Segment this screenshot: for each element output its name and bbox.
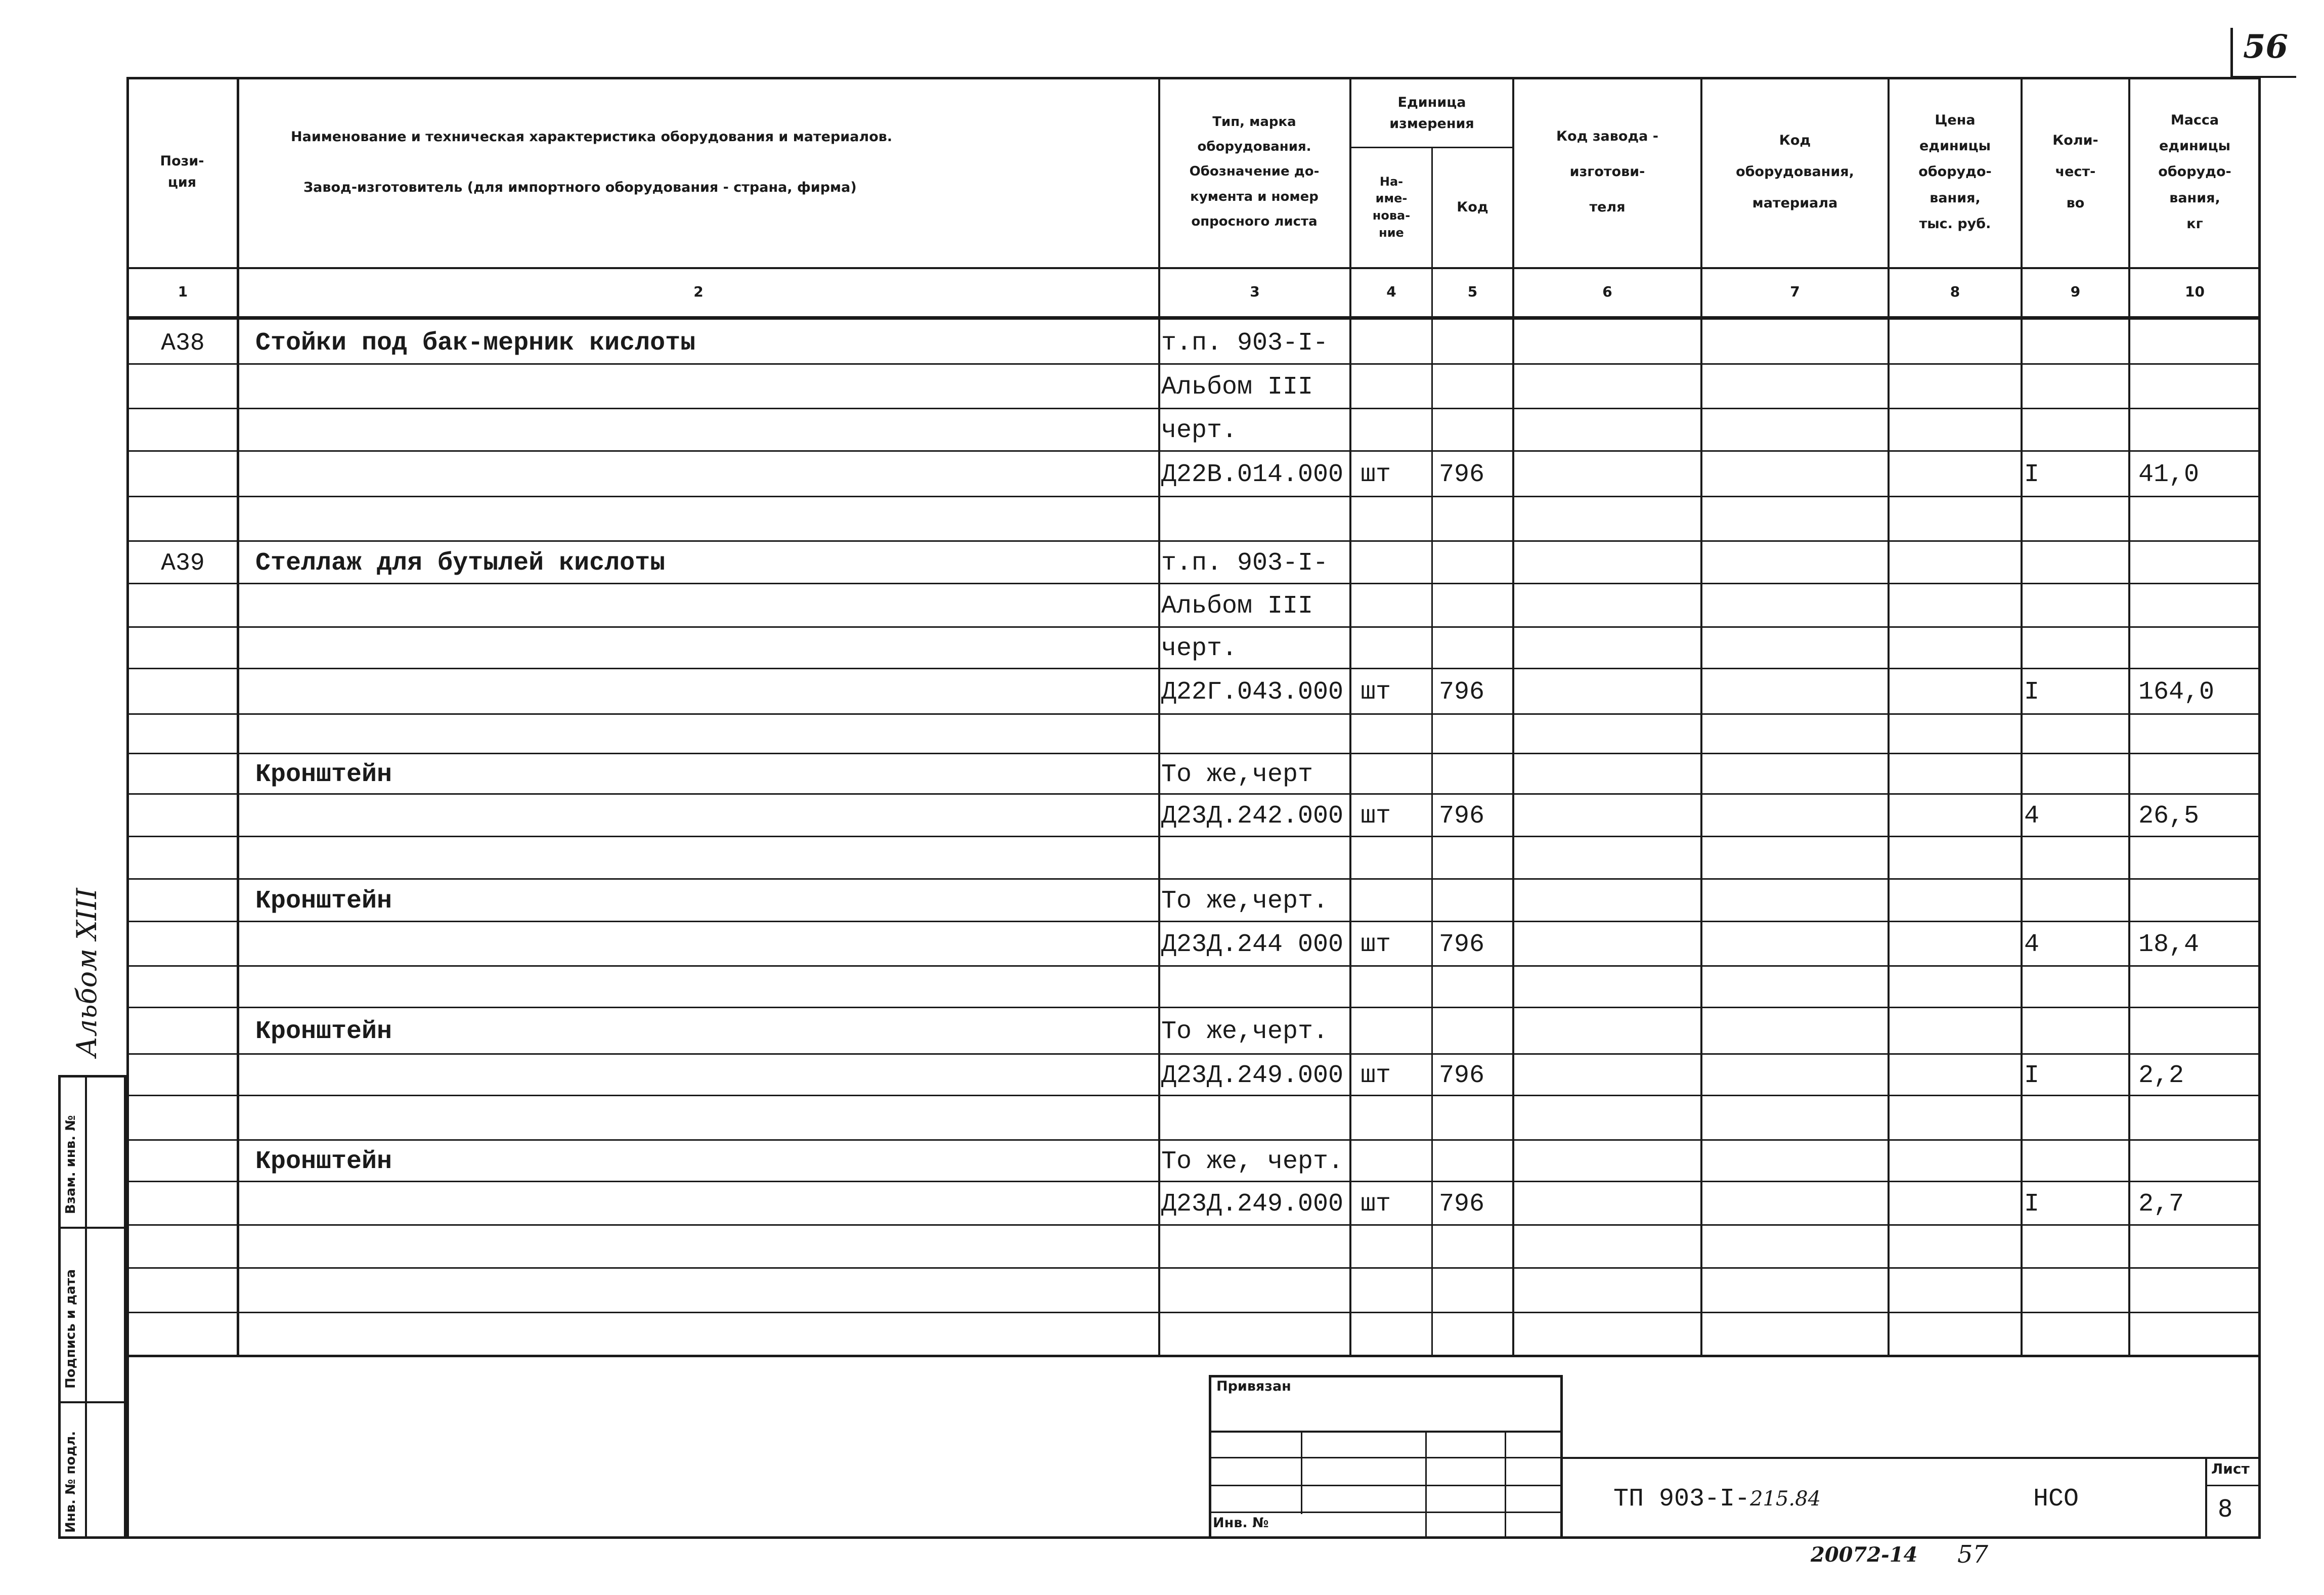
header-unit-code: Код [1457, 199, 1488, 215]
doc-code [1613, 1485, 1821, 1514]
side-stamp-divider-v [85, 1075, 87, 1539]
doc-code-prefix: ТП 903-I- [1613, 1485, 1750, 1514]
col-line-3 [1349, 77, 1351, 1357]
header-position: Пози- ция [160, 153, 204, 190]
cell-type: Д23Д.244 000 [1161, 930, 1344, 959]
cell-unit: шт [1361, 460, 1391, 489]
cell-name: Стойки под бак-мерник кислоты [255, 329, 696, 358]
side-sign-date: Подпись и дата [63, 1269, 78, 1389]
col-line-6 [1700, 77, 1702, 1357]
row-divider [126, 1007, 2261, 1008]
colnum-bottom-line [126, 316, 2261, 320]
side-inv-podl: Инв. № подл. [63, 1431, 78, 1533]
cell-mass: 164,0 [2138, 678, 2215, 707]
row-divider [126, 1095, 2261, 1096]
cell-name: Кронштейн [255, 1147, 392, 1176]
row-divider [126, 921, 2261, 922]
side-inv-vzam: Взам. инв. № [63, 1115, 78, 1214]
colnum-8: 8 [1950, 283, 1960, 300]
header-name-line2: Завод-изготовитель (для импортного оборудования - страна, фирма) [303, 180, 857, 195]
col-line-7 [1888, 77, 1890, 1357]
row-divider [126, 450, 2261, 452]
cell-type: черт. [1161, 416, 1238, 445]
cell-type: т.п. 903-I- [1161, 549, 1329, 578]
cell-unit: шт [1361, 678, 1391, 707]
section-code: НСО [2033, 1485, 2079, 1514]
row-divider [126, 583, 2261, 584]
footer-number: 57 [1957, 1540, 1989, 1569]
sheet-number: 8 [2218, 1495, 2233, 1522]
cell-qty: I [2024, 1061, 2040, 1090]
row-divider [126, 408, 2261, 409]
title-block-top [1563, 1457, 2261, 1459]
cell-type: т.п. 903-I- [1161, 329, 1329, 358]
privyazan-row-1 [1209, 1431, 1563, 1433]
row-divider [126, 1053, 2261, 1055]
colnum-1: 1 [178, 283, 188, 300]
row-divider [126, 793, 2261, 795]
cell-unit: шт [1361, 1061, 1391, 1090]
side-stamp-divider-2 [58, 1401, 126, 1403]
cell-mass: 26,5 [2138, 802, 2200, 831]
colnum-5: 5 [1467, 283, 1478, 300]
cell-code: 796 [1439, 460, 1485, 489]
cell-type: То же,черт. [1161, 1017, 1329, 1046]
row-divider [126, 626, 2261, 628]
cell-mass: 2,2 [2138, 1061, 2184, 1090]
row-divider [126, 540, 2261, 542]
inv-no-label: Инв. № [1213, 1515, 1269, 1531]
cell-pos: А39 [161, 550, 205, 577]
row-divider [126, 1224, 2261, 1226]
header-name-line1: Наименование и техническая характеристика оборудования и материалов. [291, 129, 893, 145]
cell-qty: I [2024, 460, 2040, 489]
cell-name: Кронштейн [255, 887, 392, 916]
cell-type: То же,черт [1161, 760, 1313, 789]
privyazan-label: Привязан [1216, 1378, 1291, 1394]
row-divider [126, 1267, 2261, 1269]
cell-unit: шт [1361, 930, 1391, 959]
cell-type: Д23Д.242.000 [1161, 802, 1344, 831]
col-line-5 [1512, 77, 1514, 1357]
cell-type: То же, черт. [1161, 1147, 1344, 1176]
page-number: 56 [2243, 28, 2289, 66]
privyazan-row-2 [1209, 1457, 1563, 1458]
col-line-4 [1431, 147, 1433, 1357]
sheet-label: Лист [2211, 1460, 2250, 1477]
row-divider [126, 753, 2261, 754]
cell-mass: 18,4 [2138, 930, 2200, 959]
colnum-4: 4 [1386, 283, 1396, 300]
cell-type: Д22Г.043.000 [1161, 678, 1344, 707]
header-price: Цена единицы оборудо- вания, тыс. руб. [1918, 112, 1992, 232]
row-divider [126, 1181, 2261, 1182]
cell-code: 796 [1439, 802, 1485, 831]
header-quantity: Коли- чест- во [2052, 132, 2098, 211]
header-type: Тип, марка оборудования. Обозначение до- кумента и номер опросного листа [1189, 114, 1320, 230]
row-divider [126, 1139, 2261, 1141]
header-bottom-line [126, 267, 2261, 269]
privyazan-col-2 [1425, 1431, 1427, 1539]
privyazan-row-4 [1209, 1512, 1563, 1513]
row-divider [126, 713, 2261, 715]
table-bottom-line [126, 1355, 2261, 1357]
privyazan-col-3 [1505, 1431, 1506, 1539]
cell-qty: I [2024, 1190, 2040, 1219]
col-line-2 [1158, 77, 1160, 1357]
privyazan-col-1 [1301, 1431, 1302, 1514]
cell-name: Стеллаж для бутылей кислоты [255, 549, 666, 578]
unit-split-line [1349, 147, 1512, 148]
col-line-1 [237, 77, 239, 1357]
row-divider [126, 1312, 2261, 1313]
privyazan-row-3 [1209, 1485, 1563, 1486]
row-divider [126, 668, 2261, 669]
colnum-3: 3 [1250, 283, 1260, 300]
row-divider [126, 965, 2261, 967]
row-divider [126, 496, 2261, 497]
row-divider [126, 363, 2261, 365]
cell-code: 796 [1439, 930, 1485, 959]
album-note: Альбом XIII [71, 888, 103, 1057]
sheet-box-left [2205, 1457, 2207, 1539]
sheet-box-split [2205, 1485, 2261, 1486]
colnum-9: 9 [2070, 283, 2081, 300]
cell-unit: шт [1361, 802, 1391, 831]
header-mass: Масса единицы оборудо- вания, кг [2158, 112, 2231, 232]
header-equipment-code: Код оборудования, материала [1736, 132, 1854, 211]
cell-type: Д23Д.249.000 [1161, 1061, 1344, 1090]
cell-qty: 4 [2024, 802, 2040, 831]
colnum-10: 10 [2185, 283, 2205, 300]
colnum-7: 7 [1790, 283, 1800, 300]
cell-type: Альбом III [1161, 592, 1313, 621]
cell-type: Альбом III [1161, 373, 1313, 402]
cell-code: 796 [1439, 1061, 1485, 1090]
cell-type: Д22В.014.000 [1161, 460, 1344, 489]
cell-unit: шт [1361, 1190, 1391, 1219]
cell-type: Д23Д.249.000 [1161, 1190, 1344, 1219]
row-divider [126, 878, 2261, 880]
cell-type: черт. [1161, 634, 1238, 663]
cell-name: Кронштейн [255, 760, 392, 789]
colnum-6: 6 [1602, 283, 1612, 300]
side-stamp-divider-1 [58, 1227, 126, 1229]
header-unit-group: Единица измерения [1389, 95, 1474, 132]
cell-qty: 4 [2024, 930, 2040, 959]
col-line-9 [2128, 77, 2130, 1357]
row-divider [126, 836, 2261, 837]
cell-mass: 41,0 [2138, 460, 2200, 489]
cell-mass: 2,7 [2138, 1190, 2184, 1219]
cell-qty: I [2024, 678, 2040, 707]
cell-code: 796 [1439, 678, 1485, 707]
header-plant-code: Код завода - изготови- теля [1556, 128, 1658, 215]
cell-pos: А38 [161, 330, 205, 357]
colnum-2: 2 [693, 283, 704, 300]
page-number-divider [2230, 28, 2233, 78]
cell-type: То же,черт. [1161, 887, 1329, 916]
cell-code: 796 [1439, 1190, 1485, 1219]
doc-code-suffix: 215.84 [1750, 1487, 1821, 1511]
cell-name: Кронштейн [255, 1017, 392, 1046]
header-unit-name: На- име- нова- ние [1372, 174, 1411, 240]
col-line-8 [2021, 77, 2023, 1357]
footer-code: 20072-14 [1811, 1543, 1918, 1567]
